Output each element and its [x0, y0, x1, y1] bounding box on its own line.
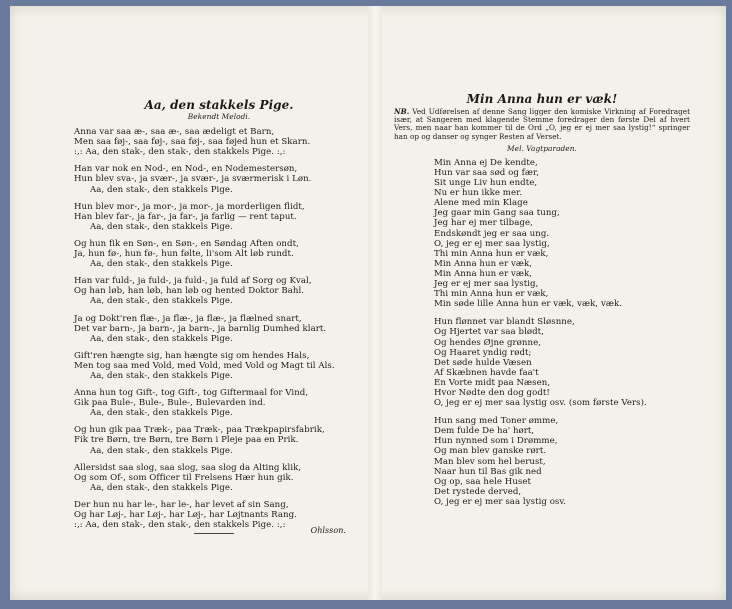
verse-line: O, jeg er ej mer saa lystig osv. (som første Vers). [434, 398, 647, 409]
verse-line: Anna hun tog Gift-, tog Gift-, tog Giftermaal for Vind, [74, 388, 309, 399]
note-label: NB. [394, 107, 410, 116]
verse-line: Der hun nu har le-, har le-, har levet af sin Sang, [74, 499, 289, 510]
verse-line: Man blev som hel berust, [434, 456, 546, 467]
verse-line: Aa, den stak-, den stakkels Pige. [90, 184, 233, 195]
verse-line: Allersidst saa slog, saa slog, saa slog da Alting klik, [74, 462, 302, 473]
verse-line: Han var fuld-, ja fuld-, ja fuld-, ja fuld af Sorg og Kval, [74, 276, 312, 287]
verse-line: Og har Løj-, har Løj-, har Løj-, har Løjtnants Rang. [74, 510, 297, 520]
stanza [74, 127, 364, 157]
verse-line: Hvor Nødte den dog godt! [434, 387, 550, 398]
verse-line: Gik paa Bule-, Bule-, Bule-, Bulevarden ind. [74, 398, 266, 409]
verse-line: Dem fulde De ha' hørt, [434, 426, 535, 437]
note-text: Ved Udførelsen af denne Sang ligger den komiske Virkning af Foredraget især, at Sangeren med klagende Stemme foredrager den første Del af hvert Vers, men naar han kommer til de Ord „O, jeg er ej mer saa lystig!“ springer han op og danser og synger Resten af Verset. [394, 107, 691, 141]
stanza [74, 314, 364, 344]
verse-line: Jeg har ej mer tilbage, [434, 218, 533, 229]
right-stanzas [394, 158, 690, 507]
verse-line: Gift'ren hængte sig, han hængte sig om hendes Hals, [74, 350, 310, 361]
verse-line: Aa, den stak-, den stakkels Pige. [90, 259, 233, 270]
verse-line: Og hendes Øjne grønne, [434, 337, 541, 348]
verse-line: Ja, hun fø-, hun fø-, hun følte, li'som Alt løb rundt. [74, 249, 294, 260]
verse-line: En Vorte midt paa Næsen, [434, 377, 551, 388]
verse-line: Hun blev sva-, ja svær-, ja svær-, ja sværmerisk i Løn. [74, 174, 312, 185]
stanza [74, 388, 364, 418]
verse-line: Men saa føj-, saa føj-, saa føj-, saa føjed hun et Skarn. [74, 137, 311, 148]
verse-line: Thi min Anna hun er væk, [434, 289, 549, 300]
page-gutter [368, 6, 382, 600]
verse-line: Jeg er ej mer saa lystig, [434, 279, 539, 290]
verse-line: Og hun fik en Søn-, en Søn-, en Søndag Aften ondt, [74, 238, 299, 249]
verse-line: Alene med min Klage [434, 198, 528, 209]
left-page [74, 98, 364, 536]
stanza [74, 239, 364, 269]
verse-line: Aa, den stak-, den stakkels Pige. [90, 482, 233, 493]
left-stanzas [74, 127, 364, 530]
verse-line: Fik tre Børn, tre Børn, tre Børn i Pleje paa en Prik. [74, 435, 299, 446]
verse-line: Af Skæbnen havde faa't [434, 367, 539, 378]
verse-line: Hun blev mor-, ja mor-, ja mor-, ja morderligen flidt, [74, 201, 305, 212]
verse-line: Hun nynned som i Drømme, [434, 436, 558, 447]
left-melody-note: Bekendt Melodi. [187, 112, 251, 121]
stanza [74, 425, 364, 455]
left-author: Ohlsson. [310, 526, 346, 536]
verse-line: Jeg gaar min Gang saa tung, [434, 208, 560, 219]
stanza [74, 463, 364, 493]
verse-line: O, jeg er ej mer saa lystig osv. [434, 496, 567, 507]
verse-line: Og Hjertet var saa blødt, [434, 327, 544, 338]
verse-line: Og man blev ganske rørt. [434, 446, 547, 457]
verse-line: Sit unge Liv hun endte, [434, 178, 538, 189]
verse-line: Naar hun til Bas gik ned [434, 466, 542, 477]
verse-line: Aa, den stak-, den stakkels Pige. [90, 445, 233, 456]
stanza [74, 276, 364, 306]
stanza [434, 158, 690, 309]
verse-line: Thi min Anna hun er væk, [434, 248, 549, 259]
verse-line: Og hun gik paa Træk-, paa Træk-, paa Trækpapirsfabrik, [74, 425, 325, 436]
stanza [434, 317, 690, 408]
verse-line: Min Anna ej De kendte, [434, 157, 538, 168]
verse-line: Og Haaret yndig rødt; [434, 347, 532, 358]
stanza [434, 416, 690, 507]
songsheet-paper [10, 6, 726, 600]
verse-line: Anna var saa æ-, saa æ-, saa ædeligt et Barn, [74, 127, 275, 138]
verse-line: Min søde lille Anna hun er væk, væk, væk. [434, 299, 623, 310]
verse-line: Det søde hulde Væsen [434, 357, 532, 368]
verse-line: Og han løb, han løb, han løb og hented Doktor Bahl. [74, 286, 305, 297]
right-page [394, 92, 690, 507]
verse-line: Min Anna hun er væk, [434, 268, 533, 279]
verse-line: Men tog saa med Vold, med Vold, med Vold og Magt til Als. [74, 360, 335, 371]
verse-line: Min Anna hun er væk, [434, 258, 533, 269]
verse-line: Hun var saa sød og fær, [434, 168, 540, 178]
verse-line: O, jeg er ej mer saa lystig, [434, 238, 550, 249]
verse-line: Det var barn-, ja barn-, ja barn-, ja barnlig Dumhed klart. [74, 323, 327, 334]
verse-line: Han blev far-, ja far-, ja far-, ja farlig — rent taput. [74, 211, 297, 222]
performance-note [394, 108, 690, 141]
verse-line: Nu er hun ikke mer. [434, 188, 523, 199]
verse-line: Aa, den stak-, den stakkels Pige. [90, 221, 233, 232]
left-song-title: Aa, den stakkels Pige. [144, 98, 294, 112]
verse-line: Han var nok en Nod-, en Nod-, en Nodemestersøn, [74, 164, 298, 175]
verse-line: Hun sang med Toner ømme, [434, 416, 559, 427]
verse-line: Aa, den stak-, den stakkels Pige. [90, 370, 233, 381]
verse-line: Endskøndt jeg er saa ung. [434, 228, 550, 239]
verse-line: Ja og Dokt'ren flæ-, ja flæ-, ja flæ-, ja flælned snart, [74, 313, 302, 324]
verse-line: Aa, den stak-, den stakkels Pige. [90, 296, 233, 307]
verse-line: Og op, saa hele Huset [434, 476, 532, 487]
verse-line: Aa, den stak-, den stakkels Pige. [90, 408, 233, 419]
stanza [74, 202, 364, 232]
right-melody-note: Mel. Vagtparaden. [507, 143, 577, 153]
verse-line: :,: Aa, den stak-, den stak-, den stakkels Pige. :,: [74, 147, 286, 158]
right-song-title: Min Anna hun er væk! [466, 92, 618, 106]
verse-line: Aa, den stak-, den stakkels Pige. [90, 333, 233, 344]
stanza [74, 351, 364, 381]
verse-line: Det rystede derved, [434, 486, 522, 497]
stanza [74, 164, 364, 194]
verse-line: Og som Of-, som Officer til Frelsens Hær hun gik. [74, 472, 294, 483]
verse-line: :,: Aa, den stak-, den stak-, den stakkels Pige. :,: [74, 520, 286, 531]
verse-line: Hun flønnet var blandt Sløsnne, [434, 317, 575, 328]
